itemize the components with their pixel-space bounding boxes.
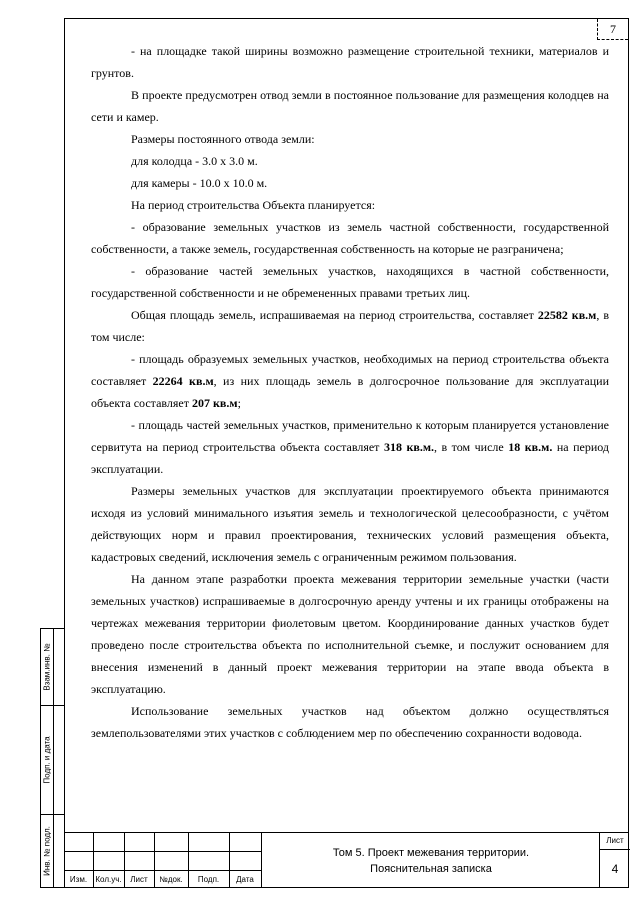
text-run: , в том числе: — [91, 308, 609, 344]
column-label-change: Изм. — [69, 875, 88, 884]
bold-value: 22582 кв.м — [537, 308, 597, 322]
title-block — [64, 832, 629, 888]
paragraph — [91, 172, 609, 194]
stamp-cell-replacement — [41, 629, 65, 706]
bold-value: 318 кв.м. — [383, 440, 435, 454]
paragraph — [91, 40, 609, 84]
paragraph — [91, 194, 609, 216]
text-run: , из них площадь земель в долгосрочное пользование для эксплуатации объекта составляет — [91, 374, 609, 410]
text-run: - образование частей земельных участков, находящихся в частной собственности, государственной собственности и не обремененных правами третьих лиц. — [91, 264, 609, 300]
stamp-label-signature: Подп. и дата — [42, 736, 52, 784]
text-run: для колодца - 3.0 х 3.0 м. — [131, 154, 258, 168]
paragraph — [91, 150, 609, 172]
stamp-label-inventory: Инв. № подл. — [42, 826, 52, 876]
text-run: , в том числе — [434, 440, 509, 454]
body-text — [91, 40, 609, 744]
text-run: Использование земельных участков над объектом должно осуществляться землепользователями этих участков с соблюдением мер по обеспечению сохранности водовода. — [91, 704, 609, 740]
text-run: - площадь образуемых земельных участков, необходимых на период строительства объекта составляет — [91, 352, 609, 388]
text-run: на период эксплуатации. — [91, 440, 610, 476]
column-label-sheet: Лист — [130, 875, 148, 884]
document-title-line2: Пояснительная записка — [370, 862, 492, 875]
paragraph — [91, 414, 609, 480]
text-run: Общая площадь земель, испрашиваемая на период строительства, составляет — [131, 308, 538, 322]
document-title-line1: Том 5. Проект межевания территории. — [332, 846, 530, 859]
paragraph — [91, 348, 609, 414]
text-run: На данном этапе разработки проекта межевания территории земельные участки (части земельных участков) испрашиваемые в долгосрочную аренду учтены и их границы отображены на чертежах межевания территории фиолетовым цветом. Координирование данных участков будет проведено после строительства объекта по исполнительной съемке, и послужит основанием для внесения изменений в данный проект межевания территории на этапе ввода объекта в эксплуатацию. — [91, 572, 609, 696]
column-label-sign: Подп. — [197, 875, 220, 884]
left-stamp-strip — [40, 628, 65, 888]
sheet-number: 4 — [611, 862, 619, 876]
document-title — [261, 833, 600, 888]
stamp-label-replacement: Взам.инв. № — [42, 643, 52, 691]
paragraph — [91, 480, 609, 568]
column-label-doc: №док. — [159, 875, 183, 884]
title-block-grid — [64, 833, 261, 888]
stamp-cell-signature — [41, 706, 65, 815]
column-label-count: Кол.уч. — [95, 875, 122, 884]
sheet-label: Лист — [600, 833, 630, 850]
column-label-date: Дата — [236, 875, 254, 884]
text-run: Размеры земельных участков для эксплуатации проектируемого объекта принимаются исходя из условий минимального изъятия земель и технологической целесообразности, с учётом действующих норм и правил проектирования, технических условий размещения объекта, кадастровых сведений, исключения земель с ограниченным режимом пользования. — [91, 484, 609, 564]
paragraph — [91, 84, 609, 128]
paragraph — [91, 304, 609, 348]
text-run: ; — [237, 396, 241, 410]
paragraph — [91, 260, 609, 304]
sheet-number-box — [599, 833, 630, 888]
stamp-cell-inventory — [41, 815, 65, 887]
bold-value: 207 кв.м — [191, 396, 238, 410]
bold-value: 22264 кв.м — [152, 374, 214, 388]
text-run: - образование земельных участков из земель частной собственности, государственной собственности, а также земель, государственная собственность на которые не разграничена; — [91, 220, 609, 256]
bold-value: 18 кв.м. — [508, 440, 553, 454]
text-run: - на площадке такой ширины возможно размещение строительной техники, материалов и грунтов. — [91, 44, 609, 80]
text-run: для камеры - 10.0 х 10.0 м. — [131, 176, 268, 190]
paragraph — [91, 216, 609, 260]
paragraph — [91, 128, 609, 150]
text-run: Размеры постоянного отвода земли: — [131, 132, 315, 146]
paragraph — [91, 568, 609, 700]
paragraph — [91, 700, 609, 744]
text-run: В проекте предусмотрен отвод земли в постоянное пользование для размещения колодцев на сети и камер. — [91, 88, 609, 124]
text-run: - площадь частей земельных участков, применительно к которым планируется установление сервитута на период строительства объекта составляет — [91, 418, 609, 454]
text-run: На период строительства Объекта планируется: — [131, 198, 376, 212]
top-page-number: 7 — [597, 19, 628, 40]
